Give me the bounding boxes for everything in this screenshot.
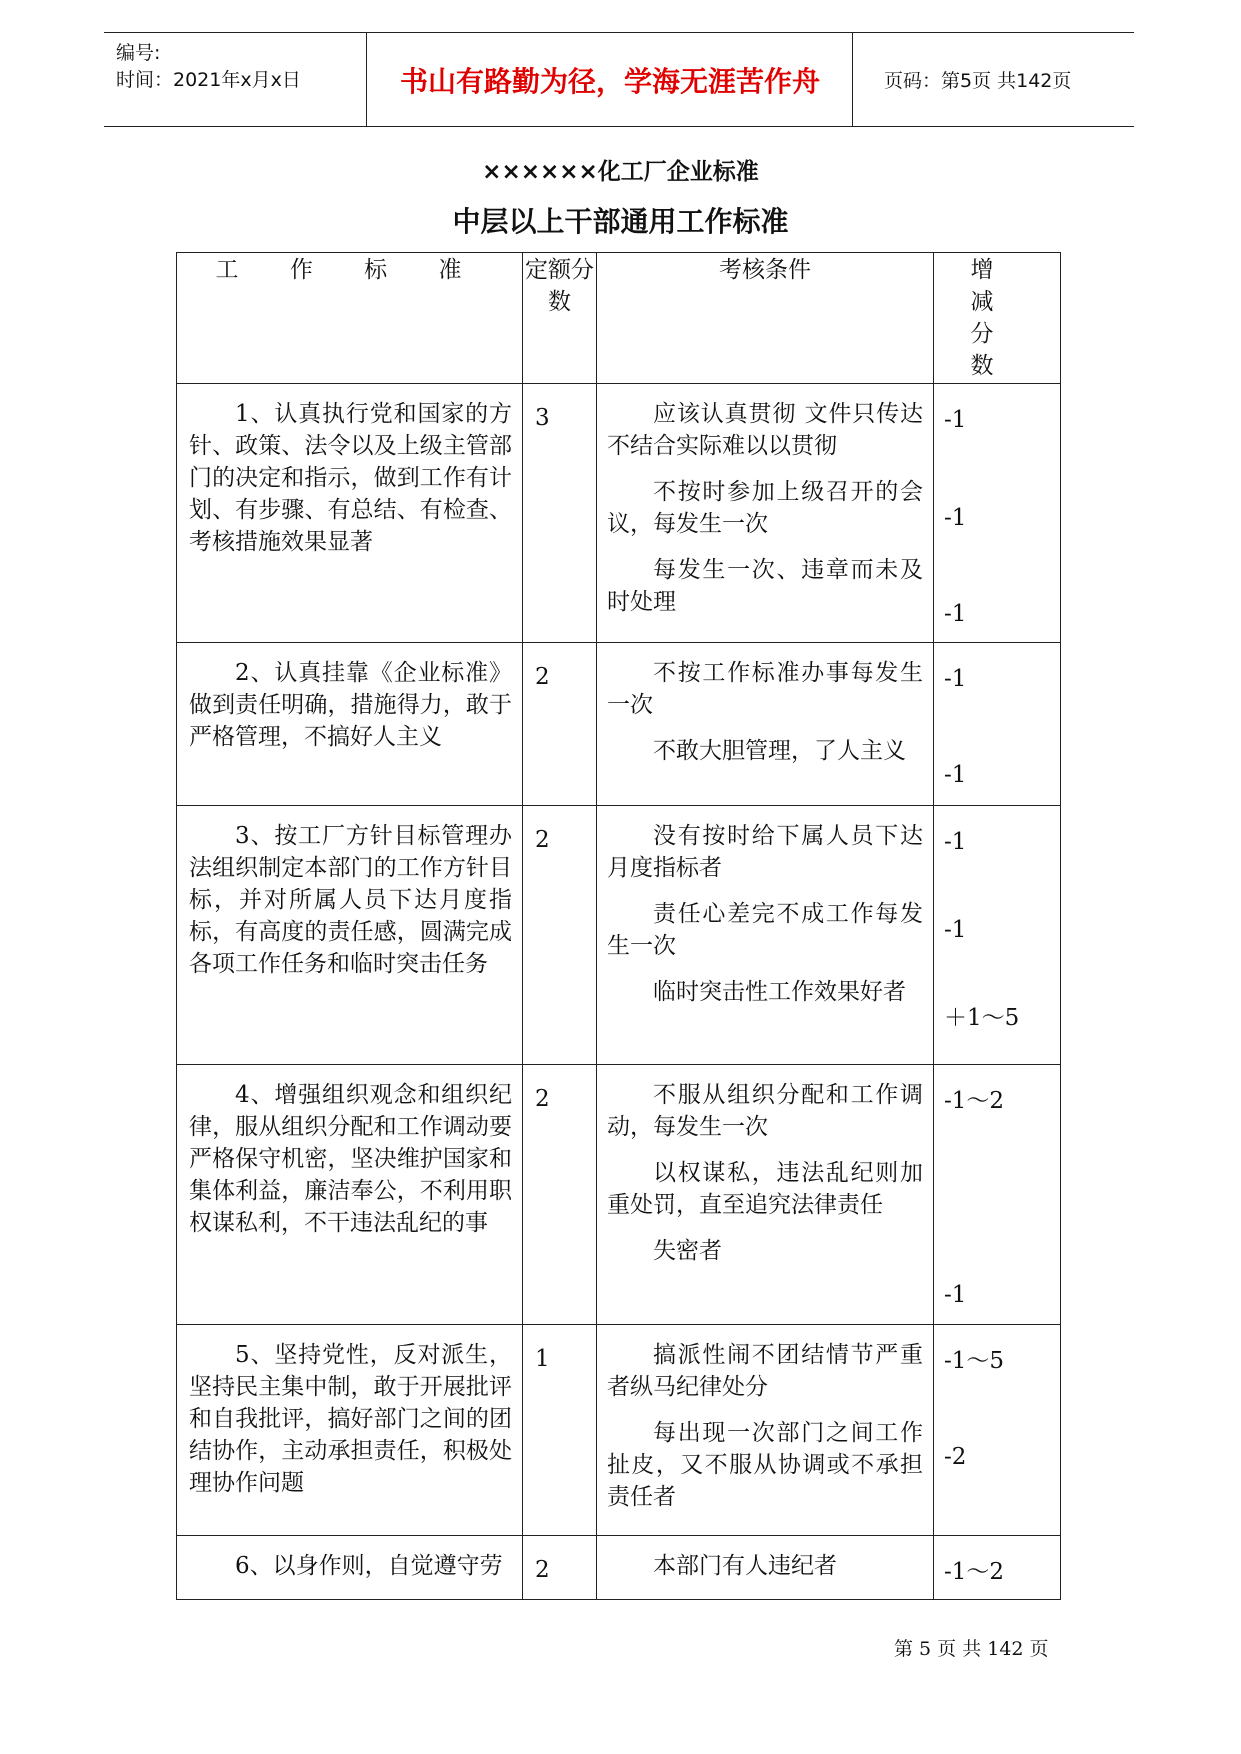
standard-cell: 3、按工厂方针目标管理办法组织制定本部门的工作方针目标，并对所属人员下达月度指标，有高度的责任感，圆满完成各项工作任务和临时突击任务 [177,806,523,1065]
table-row [177,1536,1061,1600]
condition-item: 不按时参加上级召开的会议，每发生一次 [607,479,923,537]
conditions-cell [597,1065,934,1325]
condition-item: 本部门有人违纪者 [653,1553,837,1579]
time-label: 时间：2021年x月x日 [116,69,301,91]
standard-cell: 5、坚持党性，反对派生，坚持民主集中制，敢于开展批评和自我批评，搞好部门之间的团结协作，主动承担责任，积极处理协作问题 [177,1325,523,1536]
condition-item: 以权谋私，违法乱纪则加重处罚，直至追究法律责任 [607,1160,923,1218]
table-row [177,806,1061,1065]
number-label: 编号: [116,42,161,64]
adjust-value: -1 [944,829,967,855]
score-cell: 2 [523,1065,597,1325]
header-quota: 定额分数 [523,253,597,384]
condition-item: 失密者 [653,1238,722,1264]
score-cell: 1 [523,1325,597,1536]
condition-item: 每出现一次部门之间工作扯皮，又不服从协调或不承担责任者 [607,1420,923,1510]
table-row [177,384,1061,643]
adjust-cell [934,806,1061,1065]
header-adjust-line1: 增 减 [970,257,1024,315]
standard-cell: 4、增强组织观念和组织纪律，服从组织分配和工作调动要严格保守机密，坚决维护国家和集体利益，廉洁奉公，不利用职权谋私利，不干违法乱纪的事 [177,1065,523,1325]
adjust-value: -1 [944,666,967,692]
adjust-value: -1 [944,505,967,531]
header-divider [366,33,367,126]
adjust-value: -1 [944,917,967,943]
condition-item: 不敢大胆管理，了人主义 [653,738,906,764]
condition-item: 不服从组织分配和工作调动，每发生一次 [607,1082,923,1140]
score-cell: 2 [523,643,597,806]
conditions-cell [597,806,934,1065]
conditions-cell [597,643,934,806]
condition-item: 责任心差完不成工作每发生一次 [607,901,923,959]
table-row [177,1065,1061,1325]
standard-cell: 6、以身作则，自觉遵守劳 [177,1536,523,1600]
adjust-value: -1 [944,1282,967,1308]
condition-item: 每发生一次、违章而未及时处理 [607,557,923,615]
document-subtitle: 中层以上干部通用工作标准 [452,205,789,238]
adjust-value: -2 [944,1444,967,1470]
document-title: ××××××化工厂企业标准 [482,159,759,185]
adjust-value: -1～2 [944,1559,1005,1585]
adjust-cell [934,643,1061,806]
header-page-info: 页码：第5页 共142页 [884,70,1072,92]
table-row [177,643,1061,806]
page-header [104,32,1134,127]
adjust-cell [934,1325,1061,1536]
conditions-cell [597,384,934,643]
adjust-value: -1～5 [944,1348,1005,1374]
header-standard: 工 作 标 准 [177,253,523,384]
header-divider [852,33,853,126]
adjust-value: -1 [944,407,967,433]
conditions-cell [597,1536,934,1600]
table-row [177,1325,1061,1536]
condition-item: 搞派性闹不团结情节严重者纵马纪律处分 [607,1342,923,1400]
score-cell: 2 [523,1536,597,1600]
adjust-value: -1～2 [944,1088,1005,1114]
header-motto: 书山有路勤为径，学海无涯苦作舟 [399,64,820,98]
condition-item: 应该认真贯彻 文件只传达不结合实际难以以贯彻 [607,401,923,459]
header-adjust-line2: 分 数 [970,321,1024,379]
header-condition: 考核条件 [597,253,934,384]
score-cell: 2 [523,806,597,1065]
adjust-value: -1 [944,762,967,788]
adjust-value: -1 [944,601,967,627]
standards-table [176,252,1061,1600]
adjust-cell [934,384,1061,643]
header-adjust [934,253,1061,384]
adjust-cell [934,1536,1061,1600]
conditions-cell [597,1325,934,1536]
standard-cell: 1、认真执行党和国家的方针、政策、法令以及上级主管部门的决定和指示，做到工作有计划、有步骤、有总结、有检查、考核措施效果显著 [177,384,523,643]
adjust-cell [934,1065,1061,1325]
table-header-row [177,253,1061,384]
standard-cell: 2、认真挂靠《企业标准》做到责任明确，措施得力，敢于严格管理，不搞好人主义 [177,643,523,806]
condition-item: 临时突击性工作效果好者 [653,979,906,1005]
condition-item: 没有按时给下属人员下达月度指标者 [607,823,923,881]
header-meta [104,33,366,126]
adjust-value: ＋1～5 [944,1005,1020,1031]
condition-item: 不按工作标准办事每发生一次 [607,660,923,718]
score-cell: 3 [523,384,597,643]
page-footer: 第 5 页 共 142 页 [894,1638,1049,1660]
